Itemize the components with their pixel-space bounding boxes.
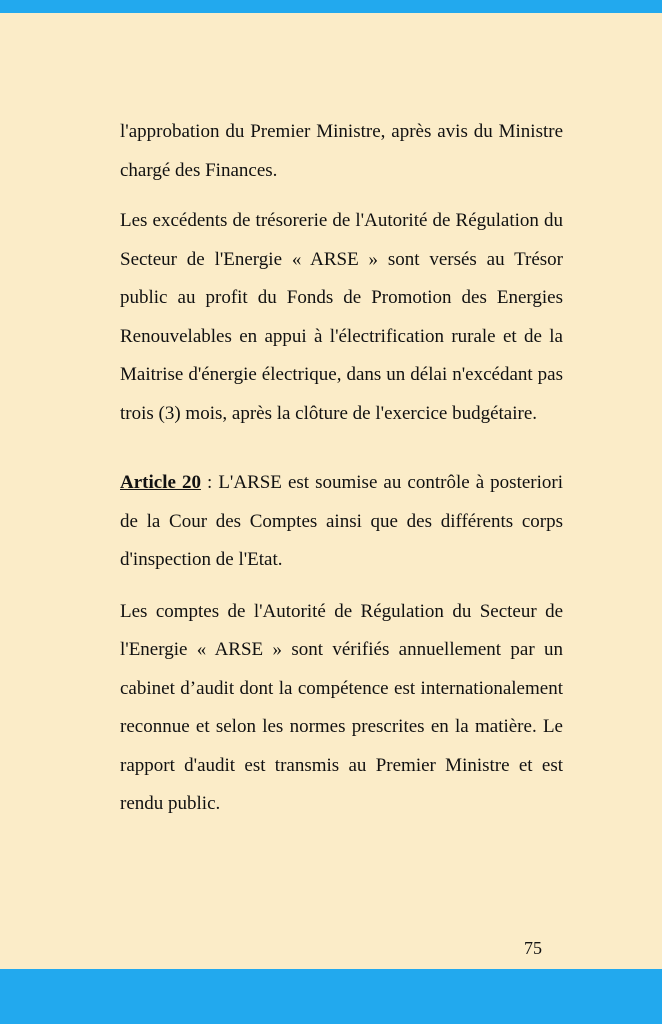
paragraph-audit: Les comptes de l'Autorité de Régulation du Secteur de l'Energie « ARSE » sont vérifiés annuellement par un cabinet d’audit dont la compétence est internationalement reconnue et selon les normes prescrites en la matière. Le rapport d'audit est transmis au Premier Ministre et est rendu public.	[120, 600, 563, 814]
article-label: Article 20	[120, 472, 201, 493]
paragraph-article-20	[120, 464, 563, 580]
top-bar	[0, 0, 662, 13]
paragraph-treasury-surplus: Les excédents de trésorerie de l'Autorité de Régulation du Secteur de l'Energie « ARSE » sont versés au Trésor public au profit du Fonds de Promotion des Energies Renouvelables en appui à l'électrification rurale et de la Maitrise d'énergie électrique, dans un délai n'excédant pas trois (3) mois, après la clôture de l'exercice budgétaire.	[120, 210, 563, 424]
document-body	[120, 113, 563, 824]
page-number: 75	[524, 938, 542, 958]
bottom-bar	[0, 969, 662, 1024]
paragraph-approval: l'approbation du Premier Ministre, après avis du Ministre chargé des Finances.	[120, 121, 563, 181]
article-text: : L'ARSE est soumise au contrôle à posteriori de la Cour des Comptes ainsi que des différents corps d'inspection de l'Etat.	[120, 472, 563, 570]
